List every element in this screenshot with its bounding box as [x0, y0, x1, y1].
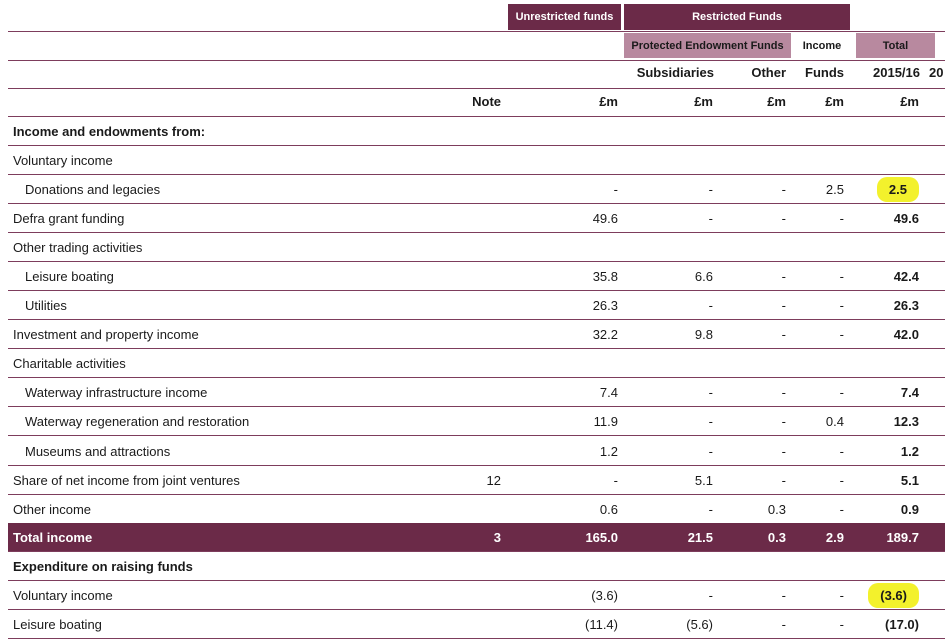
header-other: Other	[751, 65, 786, 80]
unit-total: £m	[900, 94, 919, 109]
table-row	[8, 523, 945, 552]
cell-total: 189.7	[886, 530, 919, 545]
cell-other: -	[781, 182, 786, 197]
header-funds: Funds	[805, 65, 844, 80]
cell-total: 12.3	[893, 414, 919, 429]
cell-total	[850, 117, 919, 146]
cell-income-funds	[790, 233, 844, 262]
table-row	[8, 175, 945, 204]
table-row	[8, 262, 945, 291]
cell-total	[850, 175, 919, 204]
cell-total: 1.2	[900, 444, 919, 459]
cell-subsidiaries	[640, 117, 713, 146]
cell-income-funds: -	[839, 588, 844, 603]
row-label: Expenditure on raising funds	[13, 559, 193, 574]
cell-subsidiaries: (5.6)	[686, 617, 713, 632]
cell-income-funds: -	[839, 298, 844, 313]
row-label: Voluntary income	[13, 153, 113, 168]
header-income: Income	[802, 39, 842, 52]
table-row	[8, 407, 945, 436]
cell-subsidiaries: 5.1	[694, 473, 713, 488]
cell-note	[450, 204, 501, 233]
row-label: Defra grant funding	[13, 211, 125, 226]
table-row	[8, 233, 945, 262]
cell-note	[450, 437, 501, 466]
cell-income-funds: -	[839, 269, 844, 284]
cell-note: 3	[493, 530, 501, 545]
cell-unrestricted: 165.0	[585, 530, 618, 545]
cell-other	[730, 117, 786, 146]
table-row	[8, 378, 945, 407]
row-rule	[8, 435, 945, 436]
cell-note	[450, 117, 501, 146]
unit-unrestricted: £m	[599, 94, 618, 109]
unit-other: £m	[767, 94, 786, 109]
cell-income-funds	[790, 117, 844, 146]
cell-other: 0.3	[767, 502, 786, 517]
table-row	[8, 117, 945, 146]
row-label: Museums and attractions	[25, 444, 171, 459]
row-label: Other trading activities	[13, 240, 143, 255]
cell-unrestricted	[540, 146, 618, 175]
cell-income-funds: 2.9	[825, 530, 844, 545]
cell-income-funds: 0.4	[825, 414, 844, 429]
cell-other	[730, 552, 786, 581]
cell-note	[450, 495, 501, 524]
cell-note: 12	[486, 473, 501, 488]
cell-income-funds: -	[839, 385, 844, 400]
cell-total: 26.3	[893, 298, 919, 313]
cell-unrestricted	[540, 233, 618, 262]
table-row	[8, 495, 945, 524]
cell-other: -	[781, 298, 786, 313]
cell-note	[450, 349, 501, 378]
header-year-cut: 20	[929, 65, 944, 80]
cell-subsidiaries	[640, 233, 713, 262]
table-row	[8, 320, 945, 349]
cell-note	[450, 552, 501, 581]
cell-unrestricted: (11.4)	[585, 617, 618, 632]
cell-subsidiaries: 21.5	[687, 530, 713, 545]
header-rule-3	[8, 88, 945, 89]
cell-unrestricted: (3.6)	[591, 588, 618, 603]
cell-other: -	[781, 269, 786, 284]
unit-income-funds: £m	[825, 94, 844, 109]
cell-note	[450, 233, 501, 262]
unit-subsidiaries: £m	[694, 94, 713, 109]
cell-subsidiaries: 9.8	[694, 327, 713, 342]
cell-unrestricted	[540, 117, 618, 146]
cell-other: -	[781, 327, 786, 342]
table-row	[8, 552, 945, 581]
table-row	[8, 610, 945, 639]
header-rule-1	[8, 31, 945, 32]
cell-note	[450, 320, 501, 349]
cell-subsidiaries: -	[708, 414, 713, 429]
cell-income-funds: -	[839, 444, 844, 459]
cell-other	[730, 349, 786, 378]
cell-other: -	[781, 617, 786, 632]
row-label: Investment and property income	[13, 327, 199, 342]
highlight-marker: (3.6)	[868, 583, 919, 608]
highlight-marker: 2.5	[877, 177, 919, 202]
row-label: Share of net income from joint ventures	[13, 473, 240, 488]
cell-subsidiaries: -	[708, 385, 713, 400]
cell-note	[450, 146, 501, 175]
cell-note	[450, 262, 501, 291]
row-label: Utilities	[25, 298, 67, 313]
row-rule	[8, 638, 945, 639]
cell-unrestricted: 32.2	[592, 327, 618, 342]
cell-income-funds: -	[839, 211, 844, 226]
cell-total: 42.0	[893, 327, 919, 342]
cell-total: 5.1	[900, 473, 919, 488]
cell-total	[850, 552, 919, 581]
cell-subsidiaries	[640, 552, 713, 581]
row-label: Donations and legacies	[25, 182, 161, 197]
cell-income-funds: -	[839, 617, 844, 632]
cell-unrestricted: 26.3	[592, 298, 618, 313]
cell-other	[730, 233, 786, 262]
cell-other: -	[781, 414, 786, 429]
cell-unrestricted	[540, 349, 618, 378]
cell-subsidiaries: -	[708, 211, 713, 226]
cell-unrestricted: 7.4	[599, 385, 618, 400]
row-label: Waterway regeneration and restoration	[25, 414, 250, 429]
header-note: Note	[472, 94, 501, 109]
cell-note	[450, 407, 501, 436]
row-label: Other income	[13, 502, 92, 517]
cell-unrestricted: -	[613, 182, 618, 197]
cell-subsidiaries: 6.6	[694, 269, 713, 284]
cell-total: 42.4	[893, 269, 919, 284]
cell-subsidiaries	[640, 146, 713, 175]
cell-subsidiaries: -	[708, 298, 713, 313]
cell-subsidiaries: -	[708, 182, 713, 197]
header-unrestricted-funds: Unrestricted funds	[508, 4, 621, 30]
cell-income-funds: -	[839, 502, 844, 517]
table-row	[8, 291, 945, 320]
header-restricted-funds: Restricted Funds	[624, 4, 850, 30]
row-label: Income and endowments from:	[13, 124, 206, 139]
cell-subsidiaries: -	[708, 444, 713, 459]
header-protected-endowment-funds: Protected Endowment Funds	[624, 33, 791, 58]
cell-other: -	[781, 444, 786, 459]
cell-other: -	[781, 211, 786, 226]
cell-total	[850, 146, 919, 175]
cell-note	[450, 581, 501, 610]
table-row	[8, 581, 945, 610]
cell-note	[450, 175, 501, 204]
cell-unrestricted: -	[613, 473, 618, 488]
table-row	[8, 466, 945, 495]
table-row	[8, 204, 945, 233]
cell-subsidiaries: -	[708, 588, 713, 603]
cell-total: 7.4	[900, 385, 919, 400]
cell-unrestricted: 0.6	[599, 502, 618, 517]
cell-note	[450, 378, 501, 407]
cell-income-funds	[790, 146, 844, 175]
table-row	[8, 146, 945, 175]
cell-subsidiaries: -	[708, 502, 713, 517]
row-label: Leisure boating	[13, 617, 102, 632]
cell-total	[850, 233, 919, 262]
header-subsidiaries: Subsidiaries	[636, 65, 714, 80]
cell-unrestricted: 35.8	[592, 269, 618, 284]
header-total: Total	[856, 33, 935, 58]
cell-total: 49.6	[893, 211, 919, 226]
cell-other: -	[781, 385, 786, 400]
header-year: 2015/16	[873, 65, 920, 80]
row-label: Total income	[13, 530, 93, 545]
cell-income-funds: -	[839, 327, 844, 342]
header-rule-2	[8, 60, 945, 61]
table-row	[8, 437, 945, 466]
row-label: Leisure boating	[25, 269, 114, 284]
cell-unrestricted: 1.2	[599, 444, 618, 459]
table-row	[8, 349, 945, 378]
cell-unrestricted: 49.6	[592, 211, 618, 226]
row-label: Waterway infrastructure income	[25, 385, 208, 400]
cell-unrestricted: 11.9	[593, 414, 618, 429]
cell-other: 0.3	[767, 530, 786, 545]
cell-total	[850, 349, 919, 378]
cell-other: -	[781, 588, 786, 603]
row-label: Charitable activities	[13, 356, 126, 371]
row-label: Voluntary income	[13, 588, 113, 603]
cell-income-funds: 2.5	[825, 182, 844, 197]
cell-other	[730, 146, 786, 175]
cell-unrestricted	[540, 552, 618, 581]
cell-total: 0.9	[900, 502, 919, 517]
cell-income-funds	[790, 349, 844, 378]
cell-other: -	[781, 473, 786, 488]
cell-total	[850, 581, 919, 610]
cell-income-funds: -	[839, 473, 844, 488]
cell-note	[450, 610, 501, 639]
cell-income-funds	[790, 552, 844, 581]
cell-subsidiaries	[640, 349, 713, 378]
cell-total: (17.0)	[885, 617, 919, 632]
cell-note	[450, 291, 501, 320]
